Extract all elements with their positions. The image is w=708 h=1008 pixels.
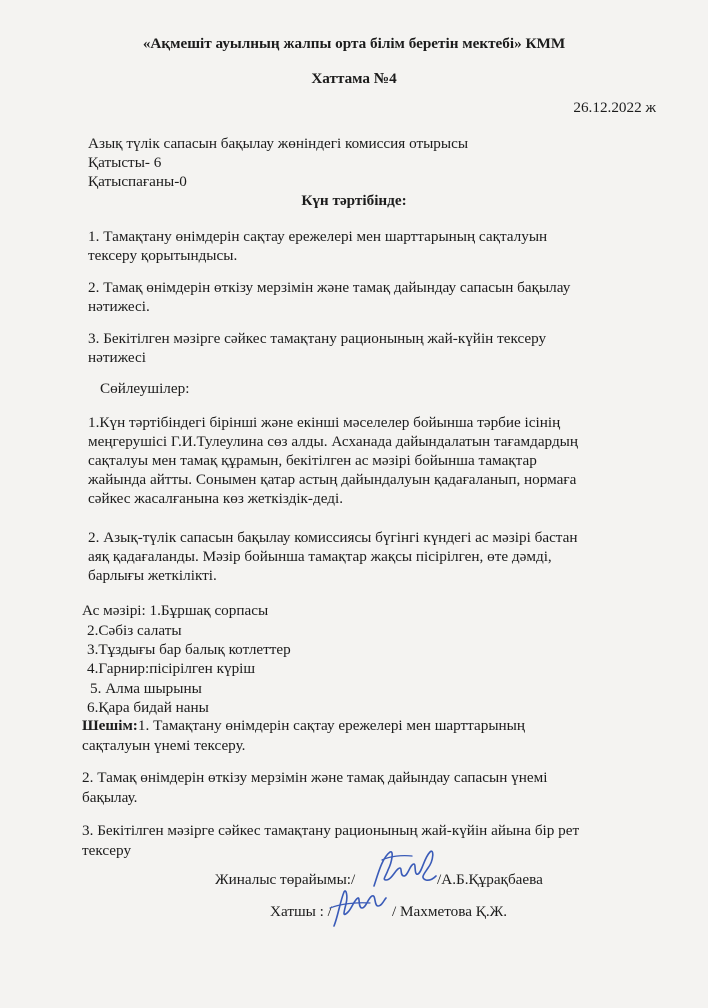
secretary-name: / Махметова Қ.Ж. [392,903,508,920]
decision-item-2-line-1: 2. Тамақ өнімдерін өткізу мерзімін және тамақ дайындау сапасын үнемі [82,769,548,786]
agenda-item-3-line-1: 3. Бекітілген мәзірге сәйкес тамақтану рационының жай-күйін тексеру [88,330,547,347]
menu-label: Ас мәзірі: [82,602,150,619]
secretary-label: Хатшы : / [270,903,332,920]
speaker-2-line-1: 2. Азық-түлік сапасын бақылау комиссиясы бүгінгі күндегі ас мәзірі бастан [88,529,578,546]
menu-item-4: 4.Гарнир:пісірілген күріш [87,660,256,677]
speaker-1-line-5: сәйкес жасалғанына көз жеткіздік-деді. [88,490,344,507]
agenda-heading: Күн тәртібінде: [301,192,407,209]
document-date: 26.12.2022 ж [573,99,656,116]
chair-label: Жиналыс төрайымы:/ [215,871,356,888]
absent-count: Қатыспағаны-0 [88,173,187,190]
decision-item-1-line-1: Шешім:1. Тамақтану өнімдерін сақтау ережелері мен шарттарының [82,717,525,734]
speaker-1-line-2: меңгерушісі Г.И.Тулеулина сөз алды. Асханада дайындалатын тағамдардың [88,433,579,450]
speaker-1-line-1: 1.Күн тәртібіндегі бірінші және екінші мәселелер бойынша тәрбие ісінің [88,414,561,431]
decision-item-3-line-2: тексеру [82,842,132,859]
agenda-item-1-line-2: тексеру қорытындысы. [88,247,238,264]
menu-item-6: 6.Қара бидай наны [87,699,209,716]
menu-item-2: 2.Сәбіз салаты [87,622,182,639]
chair-name: /А.Б.Құрақбаева [437,871,543,888]
present-count: Қатысты- 6 [88,154,162,171]
speaker-2-line-3: барлығы жеткілікті. [88,567,217,584]
agenda-item-2-line-1: 2. Тамақ өнімдерін өткізу мерзімін және тамақ дайындау сапасын бақылау [88,279,571,296]
speaker-1-line-3: сақталуы мен тамақ құрамын, бекітілген ас мәзірі бойынша тамақтар [88,452,537,469]
menu-item-5: 5. Алма шырыны [90,680,202,697]
speakers-heading: Сөйлеушілер: [100,380,190,397]
menu-item-3: 3.Тұздығы бар балық котлеттер [87,641,291,658]
org-title: «Ақмешіт ауылның жалпы орта білім беретін мектебі» КММ [142,35,566,52]
protocol-title: Хаттама №4 [311,70,397,87]
speaker-2-line-2: аяқ қадағаланды. Мәзір бойынша тамақтар жақсы пісірілген, өте дәмді, [88,548,552,565]
meeting-title: Азық түлік сапасын бақылау жөніндегі комиссия отырысы [88,135,469,152]
decision-item-2-line-2: бақылау. [82,789,138,806]
secretary-signature [326,886,390,930]
menu-line-1 [82,602,268,620]
agenda-item-2-line-2: нәтижесі. [88,298,150,315]
decision-item-3-line-1: 3. Бекітілген мәзірге сәйкес тамақтану рационының жай-күйін айына бір рет [82,822,580,839]
agenda-item-1-line-1: 1. Тамақтану өнімдерін сақтау ережелері мен шарттарының сақталуын [88,228,548,245]
agenda-item-3-line-2: нәтижесі [88,349,147,366]
decision-label: Шешім: [82,717,138,734]
speaker-1-line-4: жайында айтты. Сонымен қатар астың дайындалуын қадағаланып, нормаға [88,471,577,488]
menu-item-1: 1.Бұршақ сорпасы [149,602,269,619]
decision-item-1-line-2: сақталуын үнемі тексеру. [82,737,246,754]
